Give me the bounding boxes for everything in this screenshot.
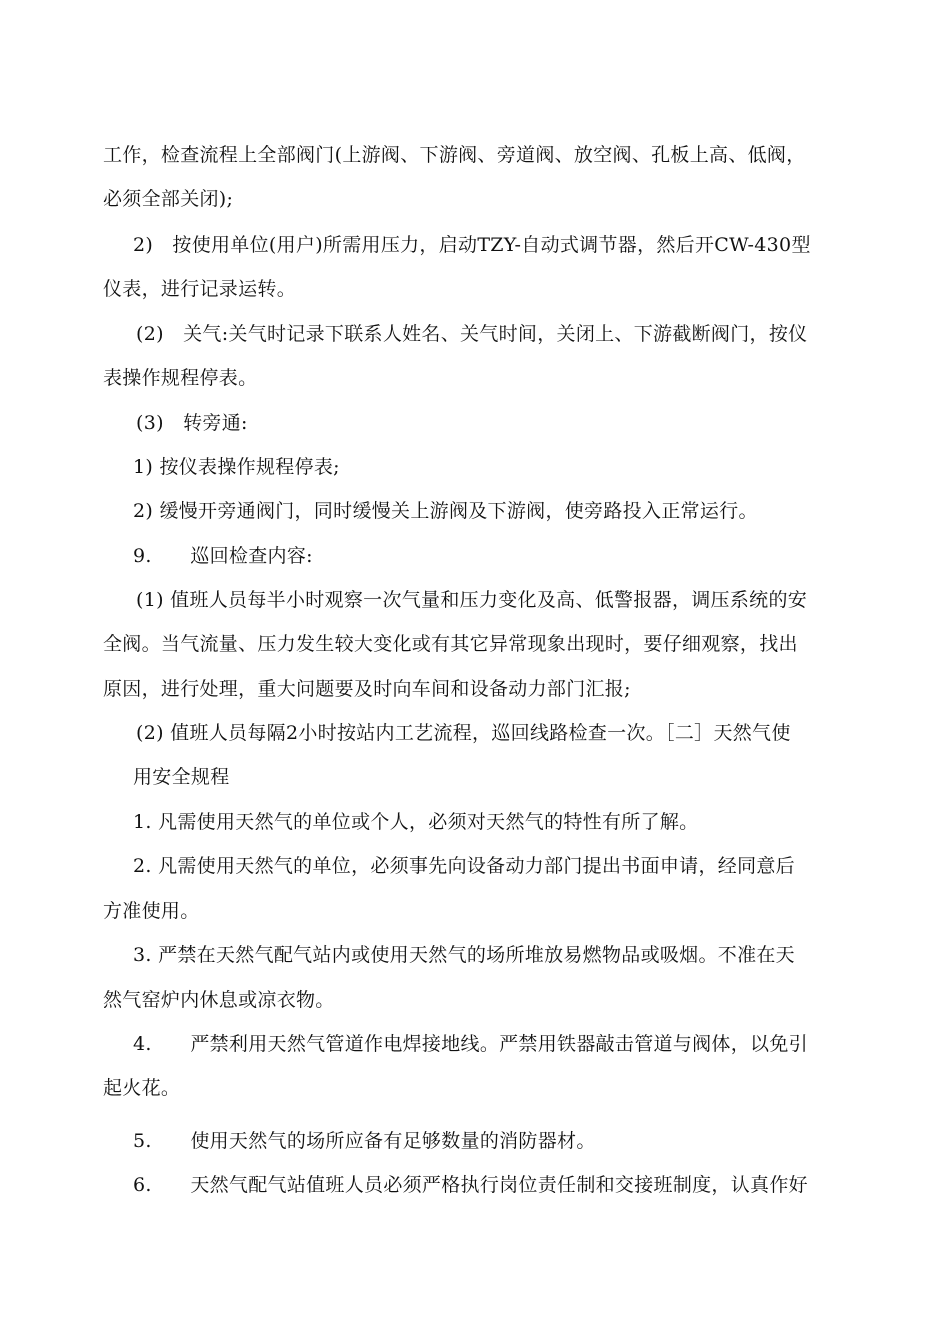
text-line: (3) 转旁通:: [136, 412, 248, 434]
text-line: 然气窑炉内休息或凉衣物。: [103, 989, 335, 1011]
text-line: 2. 凡需使用天然气的单位，必须事先向设备动力部门提出书面申请，经同意后: [133, 855, 795, 877]
text-line: 全阀。当气流量、压力发生较大变化或有其它异常现象出现时，要仔细观察，找出: [103, 633, 798, 655]
text-line: 原因，进行处理，重大问题要及时向车间和设备动力部门汇报;: [103, 678, 631, 700]
text-line: 用安全规程: [133, 766, 230, 788]
text-line: 6. 天然气配气站值班人员必须严格执行岗位责任制和交接班制度，认真作好: [133, 1174, 808, 1196]
text-line: 表操作规程停表。: [103, 367, 258, 389]
text-line: 必须全部关闭);: [103, 188, 234, 210]
text-line: 2) 按使用单位(用户)所需用压力，启动TZY-自动式调节器，然后开CW-430型: [133, 234, 811, 256]
text-line: 4. 严禁利用天然气管道作电焊接地线。严禁用铁器敲击管道与阀体，以免引: [133, 1033, 808, 1055]
text-line: 工作，检查流程上全部阀门(上游阀、下游阀、旁道阀、放空阀、孔板上高、低阀，: [103, 144, 806, 166]
text-line: 2) 缓慢开旁通阀门，同时缓慢关上游阀及下游阀，使旁路投入正常运行。: [133, 500, 758, 522]
text-line: (1) 值班人员每半小时观察一次气量和压力变化及高、低警报器，调压系统的安: [136, 589, 808, 611]
text-line: 9. 巡回检查内容:: [133, 545, 313, 567]
text-line: 5. 使用天然气的场所应备有足够数量的消防器材。: [133, 1130, 596, 1152]
text-line: (2) 关气:关气时记录下联系人姓名、关气时间，关闭上、下游截断阀门，按仪: [136, 323, 808, 345]
text-line: 1. 凡需使用天然气的单位或个人，必须对天然气的特性有所了解。: [133, 811, 699, 833]
text-line: 起火花。: [103, 1077, 181, 1099]
text-line: (2) 值班人员每隔2小时按站内工艺流程，巡回线路检查一次。［二］天然气使: [136, 722, 791, 744]
text-line: 3. 严禁在天然气配气站内或使用天然气的场所堆放易燃物品或吸烟。不准在天: [133, 944, 795, 966]
text-line: 方准使用。: [103, 900, 200, 922]
text-line: 1) 按仪表操作规程停表;: [133, 456, 340, 478]
text-line: 仪表，进行记录运转。: [103, 278, 297, 300]
